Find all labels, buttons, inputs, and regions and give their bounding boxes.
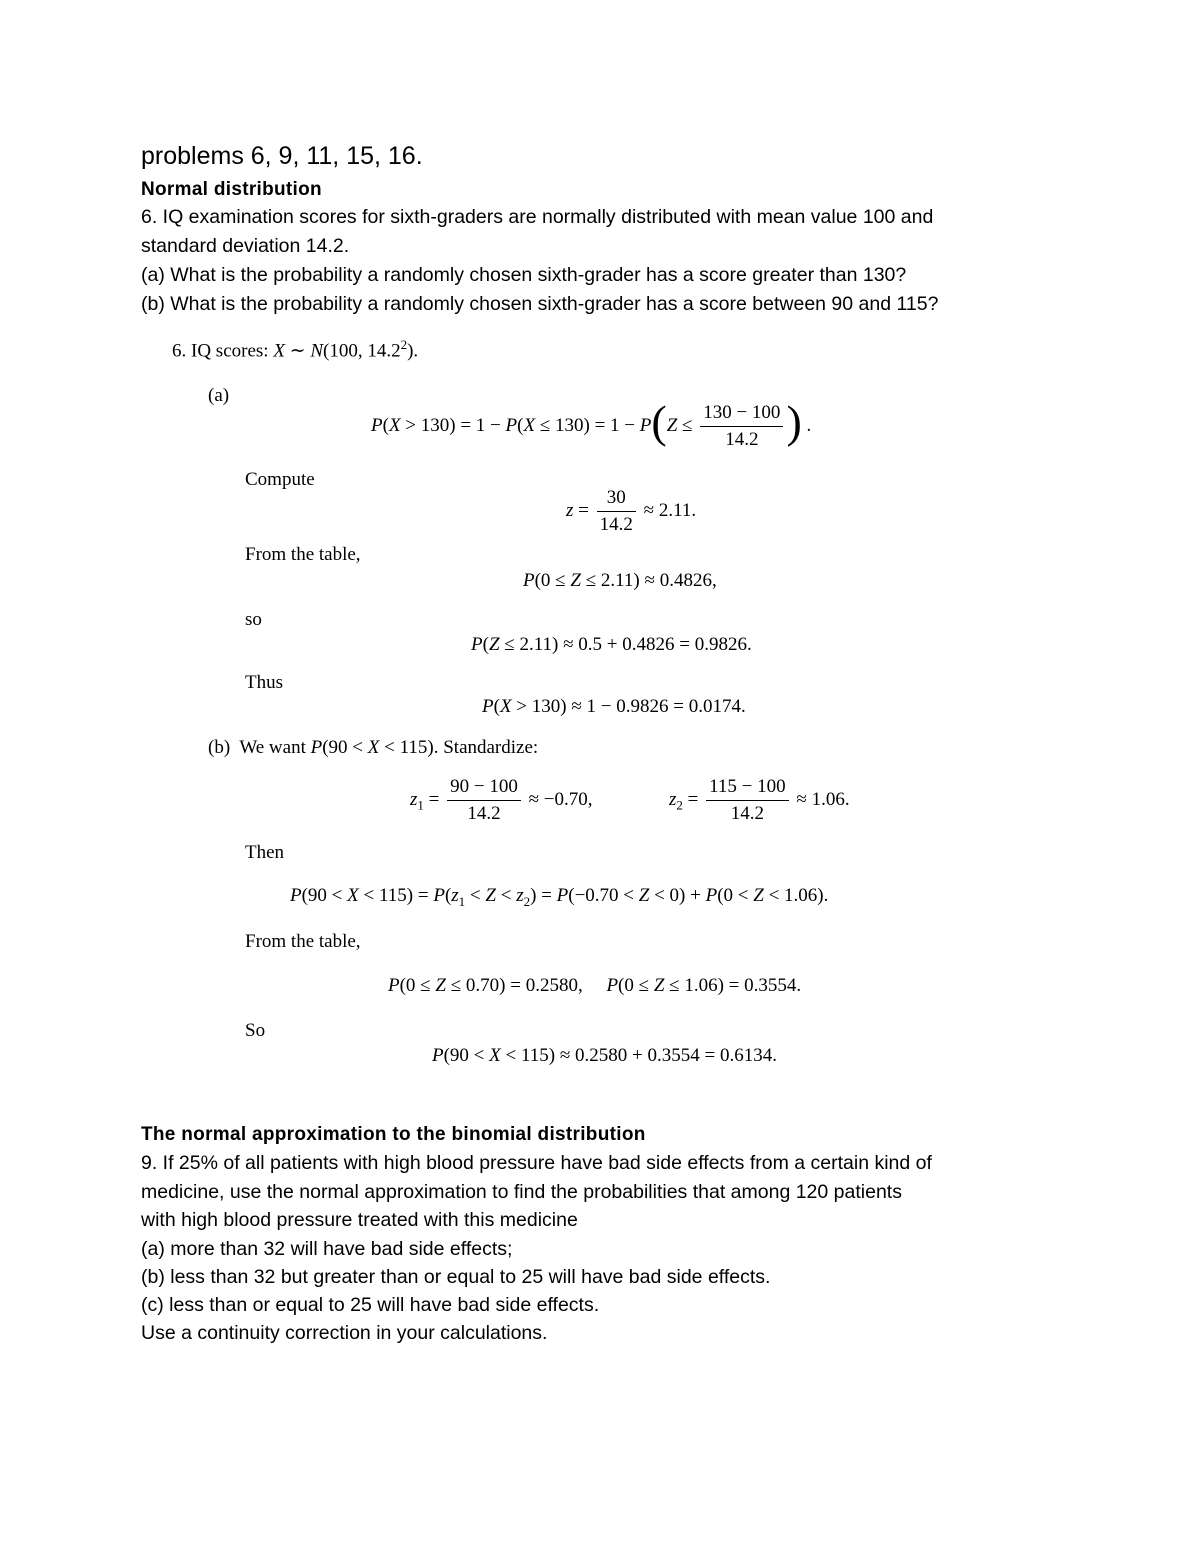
z2-value: 1.06 [811,788,845,810]
fraction-z2 [706,776,789,825]
problem-6-text-line2: standard deviation 14.2. [141,235,350,257]
text-thus: Thus [245,672,283,693]
equation-a1: P(X > 130) = 1 − P(X ≤ 130) = 1 − P(Z ≤ $\frac{130 - 100}{14.2}$ ) . [371,395,812,450]
text-compute: Compute [245,469,315,490]
problem-9-note: Use a continuity correction in your calculations. [141,1322,548,1344]
fraction-denominator: 14.2 [730,803,764,824]
fraction-standardize-a [700,402,783,451]
equation-table-b: P(0 ≤ Z ≤ 0.70) = 0.2580, P(0 ≤ Z ≤ 1.06) = 0.3554. [388,975,802,996]
problem-6-part-a: (a) What is the probability a randomly chosen sixth-grader has a score greater than 130? [141,264,907,286]
solution-6-label: 6. IQ scores: [172,340,274,362]
fraction-numerator: 90 − 100 [447,776,521,801]
problem-9-part-c: (c) less than or equal to 25 will have bad side effects. [141,1294,600,1316]
equation-z: z = $\frac{30}{14.2}$ ≈ 2.11. [566,487,697,535]
problem-9-part-b: (b) less than 32 but greater than or equal to 25 will have bad side effects. [141,1266,771,1288]
p-table-b2: 0.3554 [744,975,797,996]
section-heading-normal: Normal distribution [141,179,322,200]
fraction-numerator: 30 [597,487,636,512]
z-value: 2.11 [658,499,692,521]
equation-answer-a: P(X > 130) ≈ 1 − 0.9826 = 0.0174. [482,696,746,717]
equation-answer-b: P(90 < X < 115) ≈ 0.2580 + 0.3554 = 0.6134. [432,1045,777,1066]
fraction-z [597,487,636,536]
section-heading-binomial: The normal approximation to the binomial distribution [141,1124,646,1145]
equation-decompose-b: $P(90 < X < 115) = P(z_1 < Z < z_2) = P(-0.70 < Z < 0) + P(0 < Z < 1.06)$. [290,885,829,909]
problem-9-line3: with high blood pressure treated with this medicine [141,1209,578,1231]
answer-a: 0.0174 [688,696,741,717]
fraction-denominator: 14.2 [467,803,501,824]
solution-part-b-intro: (b) We want P(90 < X < 115). Standardize: [208,737,539,758]
solution-part-a-label: (a) [208,385,230,406]
z1-value: −0.70 [543,788,588,810]
p-table-b1: 0.2580 [525,975,578,996]
fraction-z1 [447,776,521,825]
fraction-denominator: 14.2 [599,514,633,535]
text-standardize: . Standardize: [433,737,539,758]
equation-z2: $z_2$ = $\frac{115 - 100}{14.2}$ ≈ 1.06. [669,776,850,824]
problem-9-part-a: (a) more than 32 will have bad side effects; [141,1238,513,1260]
text-from-table-1: From the table, [245,544,361,565]
solution-6-statement: 6. IQ scores: X ∼ N(100, 14.2$^2$). [172,337,419,362]
p-cumulative-a: 0.9826 [694,634,747,655]
problem-9-line1: 9. If 25% of all patients with high blood pressure have bad side effects from a certain kind of [141,1152,932,1174]
p-table-a: 0.4826 [659,570,712,591]
fraction-numerator: 130 − 100 [700,402,783,427]
equation-cumulative-a: P(Z ≤ 2.11) ≈ 0.5 + 0.4826 = 0.9826. [471,634,752,655]
solution-part-b-label: (b) [208,737,231,758]
equation-table-a: P(0 ≤ Z ≤ 2.11) ≈ 0.4826, [523,570,717,591]
text-we-want: We want [239,737,311,758]
page-title: problems 6, 9, 11, 15, 16. [141,142,423,170]
text-then: Then [245,842,285,863]
fraction-numerator: 115 − 100 [706,776,789,801]
text-so-2: So [245,1020,266,1041]
problem-6-text-line1: 6. IQ examination scores for sixth-graders are normally distributed with mean value 100 and [141,206,934,228]
text-so-1: so [245,609,262,630]
fraction-denominator: 14.2 [725,429,759,450]
equation-z1: $z_1$ = $\frac{90 - 100}{14.2}$ ≈ −0.70, [410,776,593,824]
problem-9-line2: medicine, use the normal approximation to find the probabilities that among 120 patients [141,1181,902,1203]
answer-b: 0.6134 [719,1045,773,1066]
text-from-table-2: From the table, [245,931,361,952]
problem-6-part-b: (b) What is the probability a randomly chosen sixth-grader has a score between 90 and 115? [141,293,939,315]
